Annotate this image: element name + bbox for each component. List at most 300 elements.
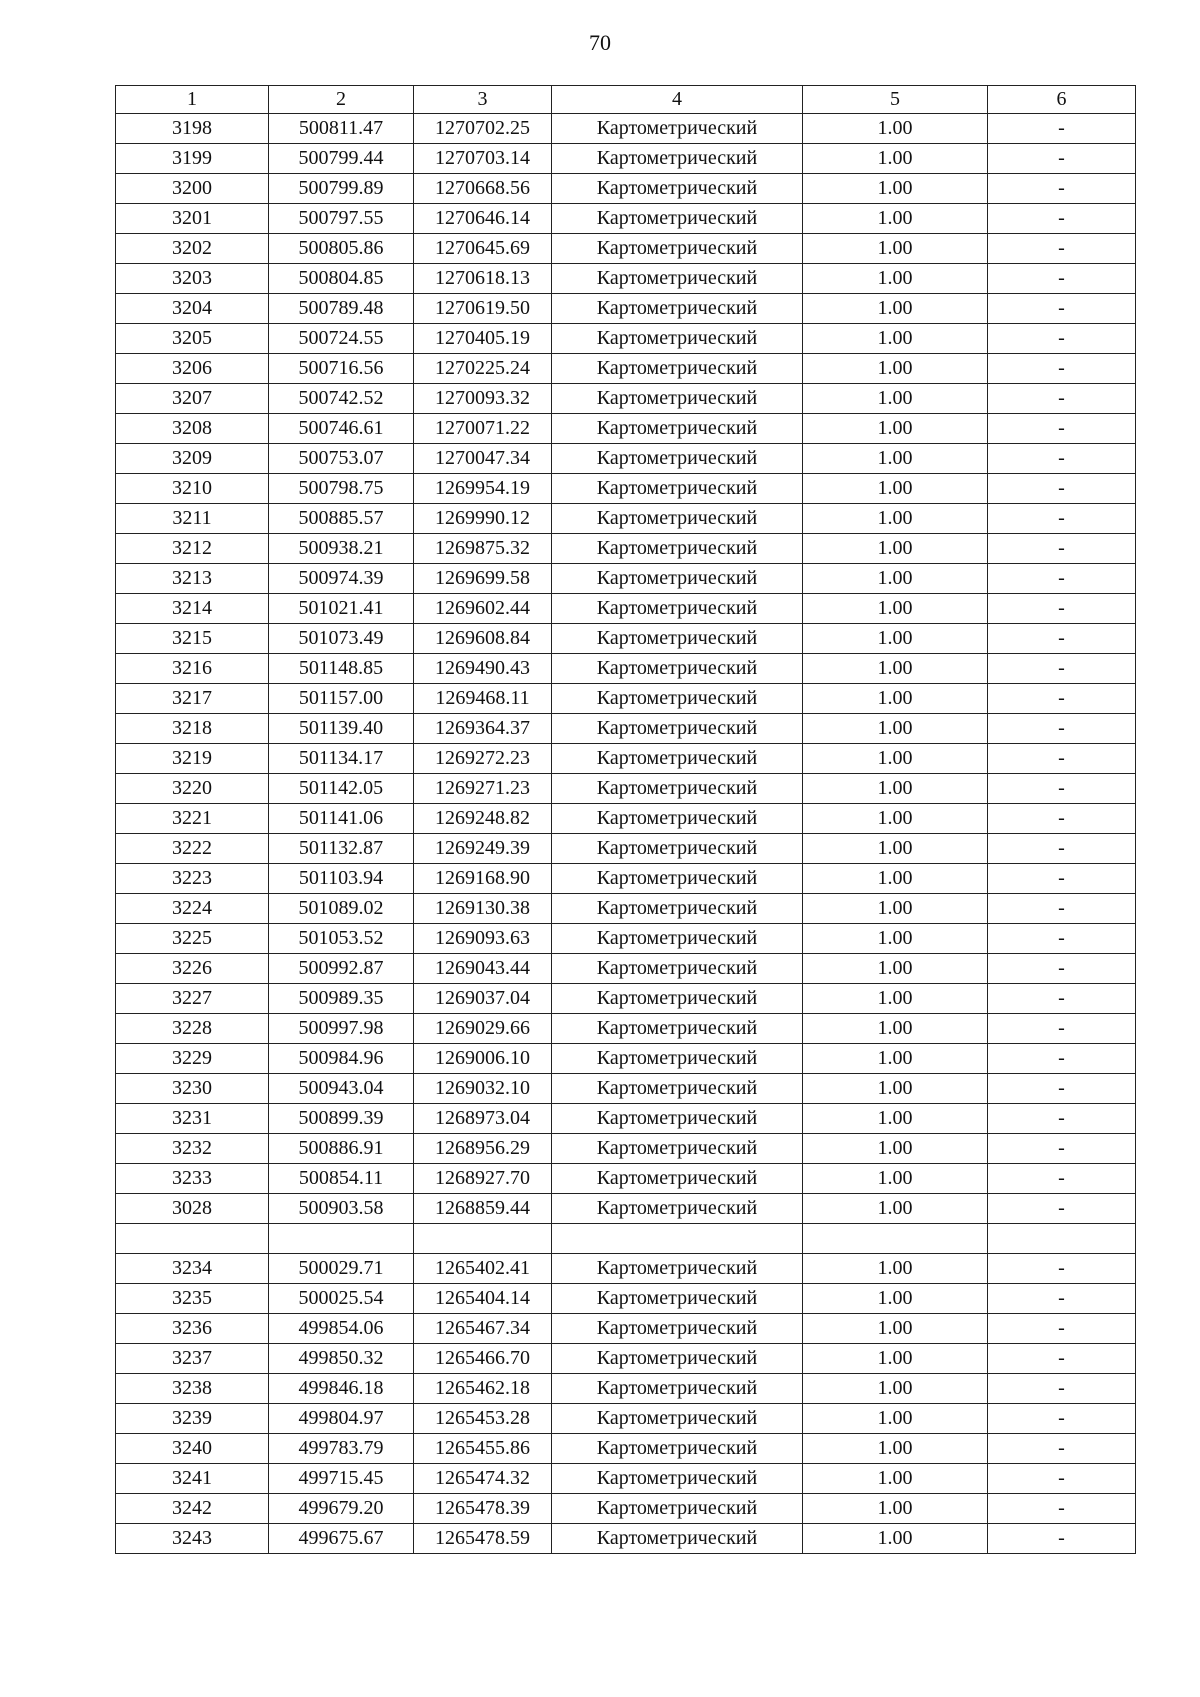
description-cell [988, 1224, 1136, 1254]
y-coordinate-cell: 1265466.70 [414, 1344, 552, 1374]
header-cell: 5 [803, 86, 988, 114]
table-row [116, 594, 1136, 624]
point-number-cell: 3228 [116, 1014, 269, 1044]
x-coordinate-cell: 501053.52 [269, 924, 414, 954]
x-coordinate-cell: 500885.57 [269, 504, 414, 534]
method-cell: Картометрический [552, 1464, 803, 1494]
accuracy-cell: 1.00 [803, 714, 988, 744]
y-coordinate-cell: 1269271.23 [414, 774, 552, 804]
point-number-cell [116, 1224, 269, 1254]
table-row [116, 564, 1136, 594]
x-coordinate-cell: 501157.00 [269, 684, 414, 714]
table-row [116, 294, 1136, 324]
description-cell: - [988, 834, 1136, 864]
y-coordinate-cell: 1270646.14 [414, 204, 552, 234]
x-coordinate-cell: 499783.79 [269, 1434, 414, 1464]
point-number-cell: 3209 [116, 444, 269, 474]
table-row [116, 1014, 1136, 1044]
method-cell: Картометрический [552, 234, 803, 264]
accuracy-cell: 1.00 [803, 414, 988, 444]
x-coordinate-cell: 500029.71 [269, 1254, 414, 1284]
point-number-cell: 3226 [116, 954, 269, 984]
x-coordinate-cell: 499675.67 [269, 1524, 414, 1554]
description-cell: - [988, 1254, 1136, 1284]
y-coordinate-cell: 1270405.19 [414, 324, 552, 354]
table-row [116, 234, 1136, 264]
point-number-cell: 3198 [116, 114, 269, 144]
method-cell: Картометрический [552, 294, 803, 324]
accuracy-cell: 1.00 [803, 1344, 988, 1374]
y-coordinate-cell: 1269168.90 [414, 864, 552, 894]
x-coordinate-cell: 501103.94 [269, 864, 414, 894]
y-coordinate-cell: 1270702.25 [414, 114, 552, 144]
x-coordinate-cell: 499715.45 [269, 1464, 414, 1494]
table-row [116, 1344, 1136, 1374]
point-number-cell: 3208 [116, 414, 269, 444]
method-cell: Картометрический [552, 174, 803, 204]
method-cell: Картометрический [552, 924, 803, 954]
table-row [116, 264, 1136, 294]
description-cell: - [988, 624, 1136, 654]
x-coordinate-cell: 500992.87 [269, 954, 414, 984]
accuracy-cell: 1.00 [803, 774, 988, 804]
table-row [116, 414, 1136, 444]
method-cell: Картометрический [552, 1044, 803, 1074]
point-number-cell: 3240 [116, 1434, 269, 1464]
method-cell: Картометрический [552, 1014, 803, 1044]
method-cell: Картометрический [552, 1314, 803, 1344]
accuracy-cell: 1.00 [803, 144, 988, 174]
table-row [116, 474, 1136, 504]
x-coordinate-cell: 501132.87 [269, 834, 414, 864]
table-row [116, 774, 1136, 804]
method-cell: Картометрический [552, 144, 803, 174]
x-coordinate-cell: 500899.39 [269, 1104, 414, 1134]
y-coordinate-cell: 1269699.58 [414, 564, 552, 594]
accuracy-cell: 1.00 [803, 234, 988, 264]
x-coordinate-cell: 499804.97 [269, 1404, 414, 1434]
table-row [116, 1254, 1136, 1284]
x-coordinate-cell: 500974.39 [269, 564, 414, 594]
method-cell: Картометрический [552, 1134, 803, 1164]
description-cell: - [988, 1404, 1136, 1434]
header-row [116, 86, 1136, 114]
point-number-cell: 3223 [116, 864, 269, 894]
point-number-cell: 3234 [116, 1254, 269, 1284]
description-cell: - [988, 1044, 1136, 1074]
header-cell: 3 [414, 86, 552, 114]
description-cell: - [988, 924, 1136, 954]
point-number-cell: 3224 [116, 894, 269, 924]
x-coordinate-cell: 499846.18 [269, 1374, 414, 1404]
description-cell: - [988, 984, 1136, 1014]
description-cell: - [988, 444, 1136, 474]
x-coordinate-cell: 500938.21 [269, 534, 414, 564]
method-cell: Картометрический [552, 684, 803, 714]
y-coordinate-cell: 1269364.37 [414, 714, 552, 744]
method-cell: Картометрический [552, 1284, 803, 1314]
point-number-cell: 3243 [116, 1524, 269, 1554]
page-number: 70 [589, 30, 611, 55]
x-coordinate-cell: 500799.44 [269, 144, 414, 174]
accuracy-cell: 1.00 [803, 204, 988, 234]
y-coordinate-cell: 1270071.22 [414, 414, 552, 444]
point-number-cell: 3205 [116, 324, 269, 354]
table-row [116, 324, 1136, 354]
table-row [116, 1134, 1136, 1164]
accuracy-cell: 1.00 [803, 324, 988, 354]
method-cell: Картометрический [552, 114, 803, 144]
method-cell: Картометрический [552, 1524, 803, 1554]
table-row [116, 1284, 1136, 1314]
method-cell: Картометрический [552, 204, 803, 234]
method-cell: Картометрический [552, 384, 803, 414]
method-cell: Картометрический [552, 714, 803, 744]
description-cell: - [988, 744, 1136, 774]
accuracy-cell: 1.00 [803, 594, 988, 624]
accuracy-cell: 1.00 [803, 954, 988, 984]
y-coordinate-cell: 1265402.41 [414, 1254, 552, 1284]
description-cell: - [988, 1074, 1136, 1104]
x-coordinate-cell [269, 1224, 414, 1254]
table-row [116, 744, 1136, 774]
accuracy-cell: 1.00 [803, 1194, 988, 1224]
method-cell: Картометрический [552, 1164, 803, 1194]
accuracy-cell: 1.00 [803, 1074, 988, 1104]
method-cell: Картометрический [552, 564, 803, 594]
accuracy-cell: 1.00 [803, 534, 988, 564]
y-coordinate-cell: 1265455.86 [414, 1434, 552, 1464]
accuracy-cell: 1.00 [803, 1044, 988, 1074]
table-row [116, 834, 1136, 864]
table-row [116, 684, 1136, 714]
method-cell: Картометрический [552, 894, 803, 924]
x-coordinate-cell: 500997.98 [269, 1014, 414, 1044]
method-cell: Картометрический [552, 1344, 803, 1374]
accuracy-cell: 1.00 [803, 1014, 988, 1044]
table-row [116, 174, 1136, 204]
y-coordinate-cell: 1270703.14 [414, 144, 552, 174]
description-cell: - [988, 804, 1136, 834]
table-body [116, 114, 1136, 1554]
table-row [116, 204, 1136, 234]
point-number-cell: 3230 [116, 1074, 269, 1104]
accuracy-cell: 1.00 [803, 1254, 988, 1284]
method-cell: Картометрический [552, 1074, 803, 1104]
point-number-cell: 3233 [116, 1164, 269, 1194]
x-coordinate-cell: 500886.91 [269, 1134, 414, 1164]
method-cell: Картометрический [552, 474, 803, 504]
description-cell: - [988, 384, 1136, 414]
description-cell: - [988, 234, 1136, 264]
accuracy-cell: 1.00 [803, 1164, 988, 1194]
y-coordinate-cell: 1270093.32 [414, 384, 552, 414]
table-row [116, 114, 1136, 144]
x-coordinate-cell: 500798.75 [269, 474, 414, 504]
y-coordinate-cell: 1265478.59 [414, 1524, 552, 1554]
point-number-cell: 3203 [116, 264, 269, 294]
y-coordinate-cell: 1265474.32 [414, 1464, 552, 1494]
x-coordinate-cell: 500025.54 [269, 1284, 414, 1314]
description-cell: - [988, 204, 1136, 234]
y-coordinate-cell: 1270047.34 [414, 444, 552, 474]
y-coordinate-cell: 1268927.70 [414, 1164, 552, 1194]
description-cell: - [988, 174, 1136, 204]
method-cell: Картометрический [552, 774, 803, 804]
method-cell: Картометрический [552, 744, 803, 774]
table-row [116, 1104, 1136, 1134]
method-cell: Картометрический [552, 654, 803, 684]
description-cell: - [988, 1134, 1136, 1164]
method-cell: Картометрический [552, 804, 803, 834]
table-row [116, 1404, 1136, 1434]
point-number-cell: 3232 [116, 1134, 269, 1164]
table-row [116, 354, 1136, 384]
point-number-cell: 3211 [116, 504, 269, 534]
x-coordinate-cell: 500989.35 [269, 984, 414, 1014]
accuracy-cell: 1.00 [803, 1284, 988, 1314]
accuracy-cell: 1.00 [803, 1524, 988, 1554]
point-number-cell: 3215 [116, 624, 269, 654]
y-coordinate-cell: 1268973.04 [414, 1104, 552, 1134]
accuracy-cell: 1.00 [803, 1434, 988, 1464]
y-coordinate-cell: 1265467.34 [414, 1314, 552, 1344]
point-number-cell: 3204 [116, 294, 269, 324]
accuracy-cell: 1.00 [803, 1314, 988, 1344]
accuracy-cell: 1.00 [803, 894, 988, 924]
point-number-cell: 3210 [116, 474, 269, 504]
description-cell: - [988, 1434, 1136, 1464]
accuracy-cell: 1.00 [803, 114, 988, 144]
table-row [116, 1224, 1136, 1254]
table-row [116, 1194, 1136, 1224]
description-cell: - [988, 1314, 1136, 1344]
header-cell: 6 [988, 86, 1136, 114]
point-number-cell: 3241 [116, 1464, 269, 1494]
y-coordinate-cell: 1269037.04 [414, 984, 552, 1014]
table-row [116, 1164, 1136, 1194]
table-row [116, 1074, 1136, 1104]
description-cell: - [988, 594, 1136, 624]
x-coordinate-cell: 501142.05 [269, 774, 414, 804]
y-coordinate-cell: 1269249.39 [414, 834, 552, 864]
y-coordinate-cell: 1265462.18 [414, 1374, 552, 1404]
point-number-cell: 3235 [116, 1284, 269, 1314]
x-coordinate-cell: 501148.85 [269, 654, 414, 684]
y-coordinate-cell: 1268956.29 [414, 1134, 552, 1164]
accuracy-cell: 1.00 [803, 1464, 988, 1494]
y-coordinate-cell: 1270645.69 [414, 234, 552, 264]
x-coordinate-cell: 501141.06 [269, 804, 414, 834]
x-coordinate-cell: 501073.49 [269, 624, 414, 654]
description-cell: - [988, 564, 1136, 594]
x-coordinate-cell: 500811.47 [269, 114, 414, 144]
y-coordinate-cell: 1269990.12 [414, 504, 552, 534]
y-coordinate-cell: 1269954.19 [414, 474, 552, 504]
y-coordinate-cell: 1269032.10 [414, 1074, 552, 1104]
table-row [116, 804, 1136, 834]
header-cell: 2 [269, 86, 414, 114]
table-row [116, 894, 1136, 924]
x-coordinate-cell: 500716.56 [269, 354, 414, 384]
method-cell: Картометрический [552, 1104, 803, 1134]
method-cell: Картометрический [552, 324, 803, 354]
method-cell: Картометрический [552, 1254, 803, 1284]
y-coordinate-cell: 1269093.63 [414, 924, 552, 954]
point-number-cell: 3217 [116, 684, 269, 714]
description-cell: - [988, 144, 1136, 174]
method-cell: Картометрический [552, 1434, 803, 1464]
y-coordinate-cell: 1265453.28 [414, 1404, 552, 1434]
y-coordinate-cell: 1270225.24 [414, 354, 552, 384]
method-cell [552, 1224, 803, 1254]
coordinates-table [115, 85, 1136, 1554]
y-coordinate-cell: 1269043.44 [414, 954, 552, 984]
x-coordinate-cell: 500746.61 [269, 414, 414, 444]
x-coordinate-cell: 500724.55 [269, 324, 414, 354]
accuracy-cell: 1.00 [803, 174, 988, 204]
point-number-cell: 3199 [116, 144, 269, 174]
y-coordinate-cell: 1270668.56 [414, 174, 552, 204]
point-number-cell: 3201 [116, 204, 269, 234]
point-number-cell: 3200 [116, 174, 269, 204]
y-coordinate-cell: 1270619.50 [414, 294, 552, 324]
y-coordinate-cell: 1269490.43 [414, 654, 552, 684]
accuracy-cell: 1.00 [803, 804, 988, 834]
point-number-cell: 3231 [116, 1104, 269, 1134]
accuracy-cell: 1.00 [803, 684, 988, 714]
method-cell: Картометрический [552, 504, 803, 534]
accuracy-cell: 1.00 [803, 354, 988, 384]
x-coordinate-cell: 501139.40 [269, 714, 414, 744]
method-cell: Картометрический [552, 1194, 803, 1224]
method-cell: Картометрический [552, 534, 803, 564]
accuracy-cell: 1.00 [803, 1134, 988, 1164]
method-cell: Картометрический [552, 414, 803, 444]
point-number-cell: 3214 [116, 594, 269, 624]
table-row [116, 984, 1136, 1014]
y-coordinate-cell: 1269006.10 [414, 1044, 552, 1074]
accuracy-cell: 1.00 [803, 474, 988, 504]
accuracy-cell: 1.00 [803, 1494, 988, 1524]
table-row [116, 1464, 1136, 1494]
table-row [116, 864, 1136, 894]
method-cell: Картометрический [552, 624, 803, 654]
y-coordinate-cell: 1269875.32 [414, 534, 552, 564]
y-coordinate-cell: 1269248.82 [414, 804, 552, 834]
point-number-cell: 3220 [116, 774, 269, 804]
y-coordinate-cell: 1269272.23 [414, 744, 552, 774]
table-row [116, 1494, 1136, 1524]
description-cell: - [988, 1284, 1136, 1314]
method-cell: Картометрический [552, 1494, 803, 1524]
point-number-cell: 3212 [116, 534, 269, 564]
point-number-cell: 3221 [116, 804, 269, 834]
accuracy-cell: 1.00 [803, 834, 988, 864]
table-row [116, 534, 1136, 564]
description-cell: - [988, 684, 1136, 714]
y-coordinate-cell: 1269608.84 [414, 624, 552, 654]
method-cell: Картометрический [552, 354, 803, 384]
y-coordinate-cell: 1269468.11 [414, 684, 552, 714]
method-cell: Картометрический [552, 264, 803, 294]
x-coordinate-cell: 500789.48 [269, 294, 414, 324]
point-number-cell: 3239 [116, 1404, 269, 1434]
table-row [116, 1434, 1136, 1464]
point-number-cell: 3219 [116, 744, 269, 774]
table-row [116, 384, 1136, 414]
accuracy-cell: 1.00 [803, 1374, 988, 1404]
table-row [116, 504, 1136, 534]
description-cell: - [988, 1374, 1136, 1404]
method-cell: Картометрический [552, 864, 803, 894]
accuracy-cell: 1.00 [803, 624, 988, 654]
accuracy-cell: 1.00 [803, 444, 988, 474]
x-coordinate-cell: 500943.04 [269, 1074, 414, 1104]
table-row [116, 1374, 1136, 1404]
accuracy-cell: 1.00 [803, 654, 988, 684]
table-row [116, 144, 1136, 174]
point-number-cell: 3236 [116, 1314, 269, 1344]
x-coordinate-cell: 499679.20 [269, 1494, 414, 1524]
y-coordinate-cell: 1265404.14 [414, 1284, 552, 1314]
y-coordinate-cell: 1265478.39 [414, 1494, 552, 1524]
description-cell: - [988, 774, 1136, 804]
accuracy-cell: 1.00 [803, 384, 988, 414]
description-cell: - [988, 1344, 1136, 1374]
accuracy-cell: 1.00 [803, 564, 988, 594]
accuracy-cell: 1.00 [803, 984, 988, 1014]
table-row [116, 1044, 1136, 1074]
method-cell: Картометрический [552, 594, 803, 624]
x-coordinate-cell: 500805.86 [269, 234, 414, 264]
description-cell: - [988, 474, 1136, 504]
description-cell: - [988, 354, 1136, 384]
accuracy-cell: 1.00 [803, 1404, 988, 1434]
x-coordinate-cell: 499854.06 [269, 1314, 414, 1344]
y-coordinate-cell: 1269029.66 [414, 1014, 552, 1044]
y-coordinate-cell: 1269602.44 [414, 594, 552, 624]
point-number-cell: 3028 [116, 1194, 269, 1224]
accuracy-cell: 1.00 [803, 294, 988, 324]
description-cell: - [988, 1014, 1136, 1044]
accuracy-cell: 1.00 [803, 504, 988, 534]
description-cell: - [988, 714, 1136, 744]
description-cell: - [988, 954, 1136, 984]
header-cell: 4 [552, 86, 803, 114]
x-coordinate-cell: 501021.41 [269, 594, 414, 624]
point-number-cell: 3242 [116, 1494, 269, 1524]
table-row [116, 1524, 1136, 1554]
header-cell: 1 [116, 86, 269, 114]
accuracy-cell [803, 1224, 988, 1254]
method-cell: Картометрический [552, 1404, 803, 1434]
y-coordinate-cell: 1269130.38 [414, 894, 552, 924]
x-coordinate-cell: 500797.55 [269, 204, 414, 234]
x-coordinate-cell: 500804.85 [269, 264, 414, 294]
description-cell: - [988, 534, 1136, 564]
x-coordinate-cell: 501089.02 [269, 894, 414, 924]
x-coordinate-cell: 500753.07 [269, 444, 414, 474]
x-coordinate-cell: 500903.58 [269, 1194, 414, 1224]
method-cell: Картометрический [552, 1374, 803, 1404]
point-number-cell: 3225 [116, 924, 269, 954]
y-coordinate-cell [414, 1224, 552, 1254]
description-cell: - [988, 1524, 1136, 1554]
description-cell: - [988, 654, 1136, 684]
table-row [116, 654, 1136, 684]
accuracy-cell: 1.00 [803, 744, 988, 774]
